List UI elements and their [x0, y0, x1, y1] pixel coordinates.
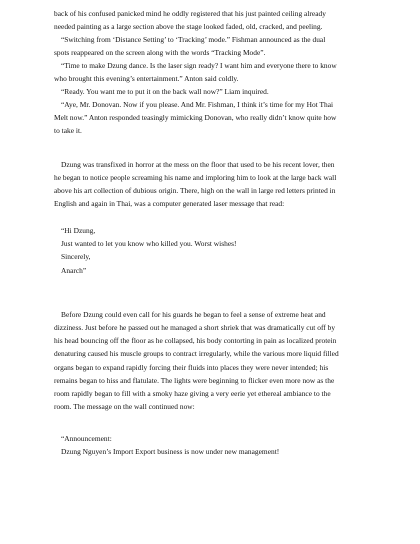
text-line: organs began to expand rapidly forcing their fluids into places they were never intended; his: [54, 362, 329, 372]
text-line: dizziness. Just before he passed out he managed a short shriek that was dramatically cut off by: [54, 323, 336, 332]
text-line: Dzung Nguyen’s Import Export business is now under new management!: [61, 447, 280, 457]
text-line: Before Dzung could even call for his guards he began to feel a sense of extreme heat and: [61, 310, 326, 319]
text-line: “Time to make Dzung dance. Is the laser sign ready? I want him and everyone there to know: [61, 61, 337, 70]
text-line: “Ready. You want me to put it on the back wall now?” Liam inquired.: [61, 87, 269, 96]
text-line: spots reappeared on the screen along with the words “Tracking Mode”.: [54, 48, 266, 57]
paragraph-laser-sign-continued: [54, 72, 374, 85]
paragraph-ceiling: [54, 7, 374, 33]
text-line: to take it.: [54, 126, 82, 136]
announcement-message: [61, 432, 381, 458]
paragraph-tracking-mode-continued: [54, 46, 374, 59]
text-line: “Hi Dzung,: [61, 226, 96, 235]
text-line: “Aye, Mr. Donovan. Now if you please. And Mr. Fishman, I think it’s time for my Hot Thai: [61, 100, 334, 109]
text-line: Anarch”: [61, 265, 87, 275]
text-line: English and again in Thai, was a computer generated laser message that read:: [54, 199, 285, 209]
paragraph-transfixed: [61, 158, 381, 171]
text-line: Sincerely,: [61, 252, 91, 262]
paragraph-back-wall: [61, 85, 381, 98]
text-line: remains began to hiss and flatulate. The lights were beginning to flicker even more now as the: [54, 375, 335, 385]
paragraph-heat-dizziness-continued: [54, 321, 374, 413]
paragraph-transfixed-continued: [54, 171, 374, 211]
text-line: above his art collection of dubious origin. There, high on the wall in large red letters printed in: [54, 186, 336, 196]
paragraph-hot-thai-melt-continued: [54, 111, 374, 137]
text-line: back of his confused panicked mind he oddly registered that his just painted ceiling already: [54, 9, 326, 18]
text-line: denaturing caused his muscle groups to contract irregularly, while the various more liquid filled: [54, 349, 339, 359]
text-line: he began to notice people screaming his name and imploring him to look at the large back wall: [54, 173, 337, 182]
text-line: needed painting as a large section above the stage looked faded, old, cracked, and peeling.: [54, 22, 323, 32]
paragraph-laser-sign: [61, 59, 381, 72]
text-line: his head bouncing off the floor as he collapsed, his body contorting in pain as localized protein: [54, 336, 337, 346]
laser-message: [61, 224, 381, 277]
text-line: Dzung was transfixed in horror at the mess on the floor that used to be his recent lover, then: [61, 160, 335, 169]
text-line: “Announcement:: [61, 434, 112, 443]
text-line: room rapidly began to fill with a smoky haze giving a very eerie yet ethereal ambiance to the: [54, 389, 331, 399]
paragraph-hot-thai-melt: [61, 98, 381, 111]
paragraph-heat-dizziness: [61, 308, 381, 321]
text-line: who brought this evening’s entertainment.” Anton said coldly.: [54, 74, 239, 83]
text-line: “Switching from ‘Distance Setting’ to ‘Tracking’ mode.” Fishman announced as the dual: [61, 35, 326, 44]
text-line: room. The message on the wall continued now:: [54, 402, 195, 412]
paragraph-tracking-mode: [61, 33, 381, 46]
text-line: Just wanted to let you know who killed you. Worst wishes!: [61, 239, 237, 249]
text-line: Melt now.” Anton responded teasingly mimicking Donovan, who really didn’t know quite how: [54, 113, 337, 122]
